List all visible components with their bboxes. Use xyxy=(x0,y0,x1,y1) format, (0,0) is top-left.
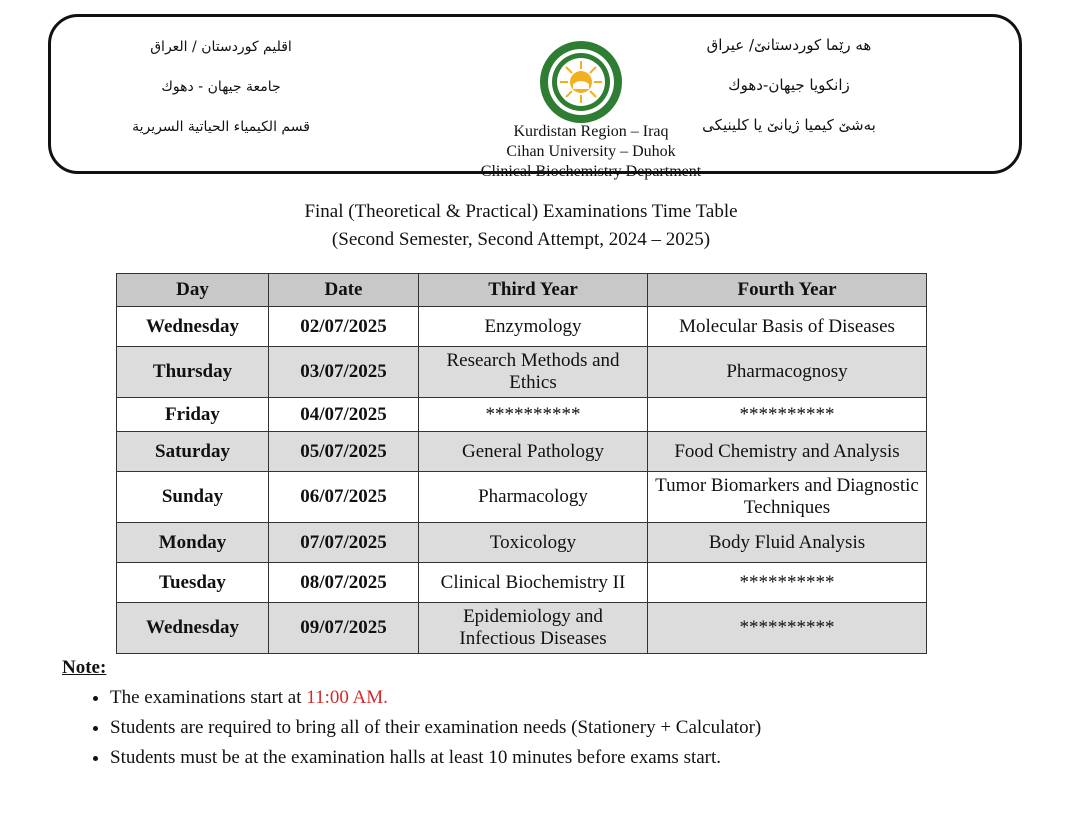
table-row xyxy=(117,523,927,563)
cell-day: Sunday xyxy=(117,472,269,523)
cell-third-year: Clinical Biochemistry II xyxy=(419,563,648,603)
header-university: Cihan University – Duhok xyxy=(506,143,676,160)
header-arabic-line-1: اقليم كوردستان / العراق xyxy=(150,39,292,55)
note-start-time: 11:00 AM. xyxy=(306,687,388,708)
header-third-year: Third Year xyxy=(419,274,648,307)
header-arabic-line-2: جامعة جيهان - دهوك xyxy=(161,79,281,95)
table-row xyxy=(117,563,927,603)
cell-fourth-year: ********** xyxy=(648,563,927,603)
header-day: Day xyxy=(117,274,269,307)
cell-day: Wednesday xyxy=(117,307,269,347)
cell-day: Thursday xyxy=(117,347,269,398)
table-row xyxy=(117,432,927,472)
cell-third-year: Toxicology xyxy=(419,523,648,563)
cell-date: 09/07/2025 xyxy=(269,603,419,654)
cell-date: 03/07/2025 xyxy=(269,347,419,398)
cell-date: 07/07/2025 xyxy=(269,523,419,563)
cell-date: 08/07/2025 xyxy=(269,563,419,603)
document-title xyxy=(0,198,1042,254)
cell-third-year: Pharmacology xyxy=(419,472,648,523)
cell-date: 05/07/2025 xyxy=(269,432,419,472)
header-kurdish-lines xyxy=(679,35,899,155)
cell-day: Wednesday xyxy=(117,603,269,654)
cell-third-year: General Pathology xyxy=(419,432,648,472)
cell-third-year: ********** xyxy=(419,398,648,432)
note-start-prefix: The examinations start at xyxy=(110,687,307,708)
title-line-2: (Second Semester, Second Attempt, 2024 – 2025) xyxy=(331,229,711,250)
table-row xyxy=(117,603,927,654)
cell-fourth-year: Pharmacognosy xyxy=(648,347,927,398)
header-region: Kurdistan Region – Iraq xyxy=(513,123,669,140)
table-row xyxy=(117,398,927,432)
header-department: Clinical Biochemistry Department xyxy=(480,163,702,180)
university-seal-icon xyxy=(538,39,624,125)
header-kurdish-line-3: بەشێ كيميا ژيانێ يا كلينيكى xyxy=(702,116,876,134)
cell-fourth-year: Body Fluid Analysis xyxy=(648,523,927,563)
cell-fourth-year: ********** xyxy=(648,398,927,432)
header-arabic-line-3: قسم الكيمياء الحياتية السريرية xyxy=(132,119,310,135)
header-date: Date xyxy=(269,274,419,307)
table-header-row xyxy=(117,274,927,307)
cell-day: Friday xyxy=(117,398,269,432)
cell-fourth-year: Tumor Biomarkers and Diagnostic Techniques xyxy=(648,472,927,523)
header-kurdish-line-2: زانكويا جيهان-دهوك xyxy=(728,76,850,94)
notes-list xyxy=(86,683,1060,773)
cell-date: 02/07/2025 xyxy=(269,307,419,347)
cell-day: Saturday xyxy=(117,432,269,472)
cell-fourth-year: Food Chemistry and Analysis xyxy=(648,432,927,472)
cell-fourth-year: ********** xyxy=(648,603,927,654)
note-item-materials: • Students are required to bring all of their examination needs (Stationery + Calculator) xyxy=(110,713,1060,743)
cell-third-year: Enzymology xyxy=(419,307,648,347)
table-row xyxy=(117,347,927,398)
table-row xyxy=(117,307,927,347)
header-kurdish-line-1: هه رێما كوردستانێ/ عيراق xyxy=(706,36,872,54)
cell-third-year: Epidemiology and Infectious Diseases xyxy=(419,603,648,654)
cell-fourth-year: Molecular Basis of Diseases xyxy=(648,307,927,347)
exam-timetable xyxy=(116,273,927,654)
table-row xyxy=(117,472,927,523)
header-arabic-lines xyxy=(121,37,321,157)
note-item-arrival: • Students must be at the examination halls at least 10 minutes before exams start. xyxy=(110,743,1060,773)
cell-day: Tuesday xyxy=(117,563,269,603)
note-label: Note: xyxy=(62,657,107,678)
header-box xyxy=(48,14,1022,180)
cell-date: 04/07/2025 xyxy=(269,398,419,432)
header-fourth-year: Fourth Year xyxy=(648,274,927,307)
note-item-start-time xyxy=(110,683,1060,713)
cell-day: Monday xyxy=(117,523,269,563)
title-line-1: Final (Theoretical & Practical) Examinations Time Table xyxy=(304,201,738,222)
cell-date: 06/07/2025 xyxy=(269,472,419,523)
cell-third-year: Research Methods and Ethics xyxy=(419,347,648,398)
